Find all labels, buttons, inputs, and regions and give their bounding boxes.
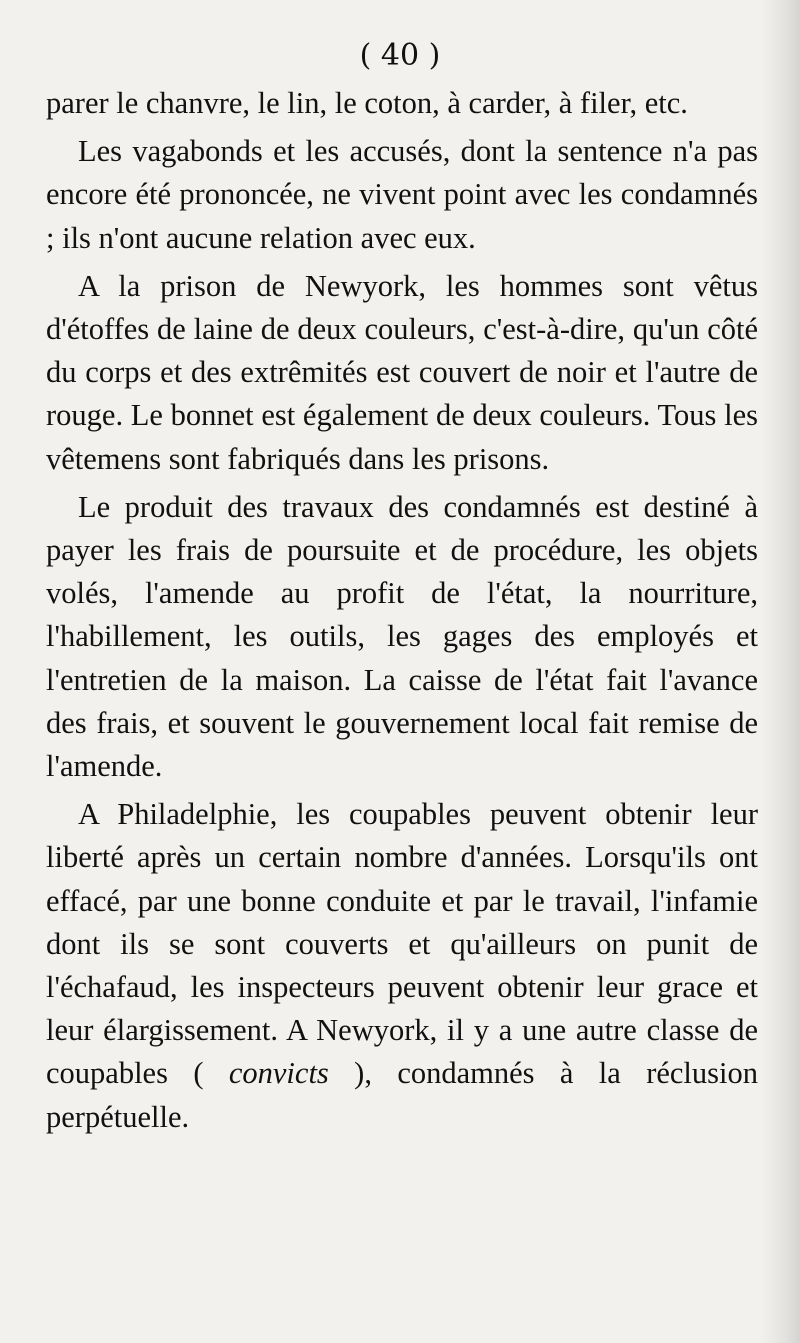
- paragraph-continuation: parer le chanvre, le lin, le coton, à carder, à filer, etc.: [46, 86, 688, 120]
- italic-term-convicts: convicts: [228, 1056, 329, 1091]
- paragraph-philadelphie-tail: ), condamnés à la réclusion perpétuelle.: [46, 1056, 758, 1134]
- paragraph-vagabonds: Les vagabonds et les accusés, dont la sentence n'a pas encore été prononcée, ne vivent point avec les condamnés ; ils n'ont aucune relation avec eux.: [46, 134, 758, 255]
- page-number-header: ( 40 ): [359, 38, 441, 73]
- paragraph-philadelphie: [46, 793, 758, 1139]
- page-edge-shadow: [760, 0, 800, 1343]
- paragraph-newyork-clothing: A la prison de Newyork, les hommes sont vêtus d'étoffes de laine de deux couleurs, c'est-à-dire, qu'un côté du corps et des extrêmités est couvert de noir et l'autre de rouge. Le bonnet est également de deux couleurs. Tous les vêtemens sont fabriqués dans les prisons.: [46, 268, 758, 476]
- paragraph-produit-travaux: Le produit des travaux des condamnés est destiné à payer les frais de poursuite et de procédure, les objets volés, l'amende au profit de l'état, la nourriture, l'habillement, les outils, les gages des employés et l'entretien de la maison. La caisse de l'état fait l'avance des frais, et souvent le gouvernement local fait remise de l'amende.: [46, 489, 758, 784]
- paragraph-philadelphie-text: A Philadelphie, les coupables peuvent obtenir leur liberté après un certain nombre d'années. Lorsqu'ils ont effacé, par une bonne conduite et par le travail, l'infamie dont ils se sont couverts et qu'ailleurs on punit de l'échafaud, les inspecteurs peuvent obtenir leur grace et leur élargissement. A Newyork, il y a une autre classe de coupables (: [46, 797, 758, 1091]
- body-text: [46, 82, 758, 1144]
